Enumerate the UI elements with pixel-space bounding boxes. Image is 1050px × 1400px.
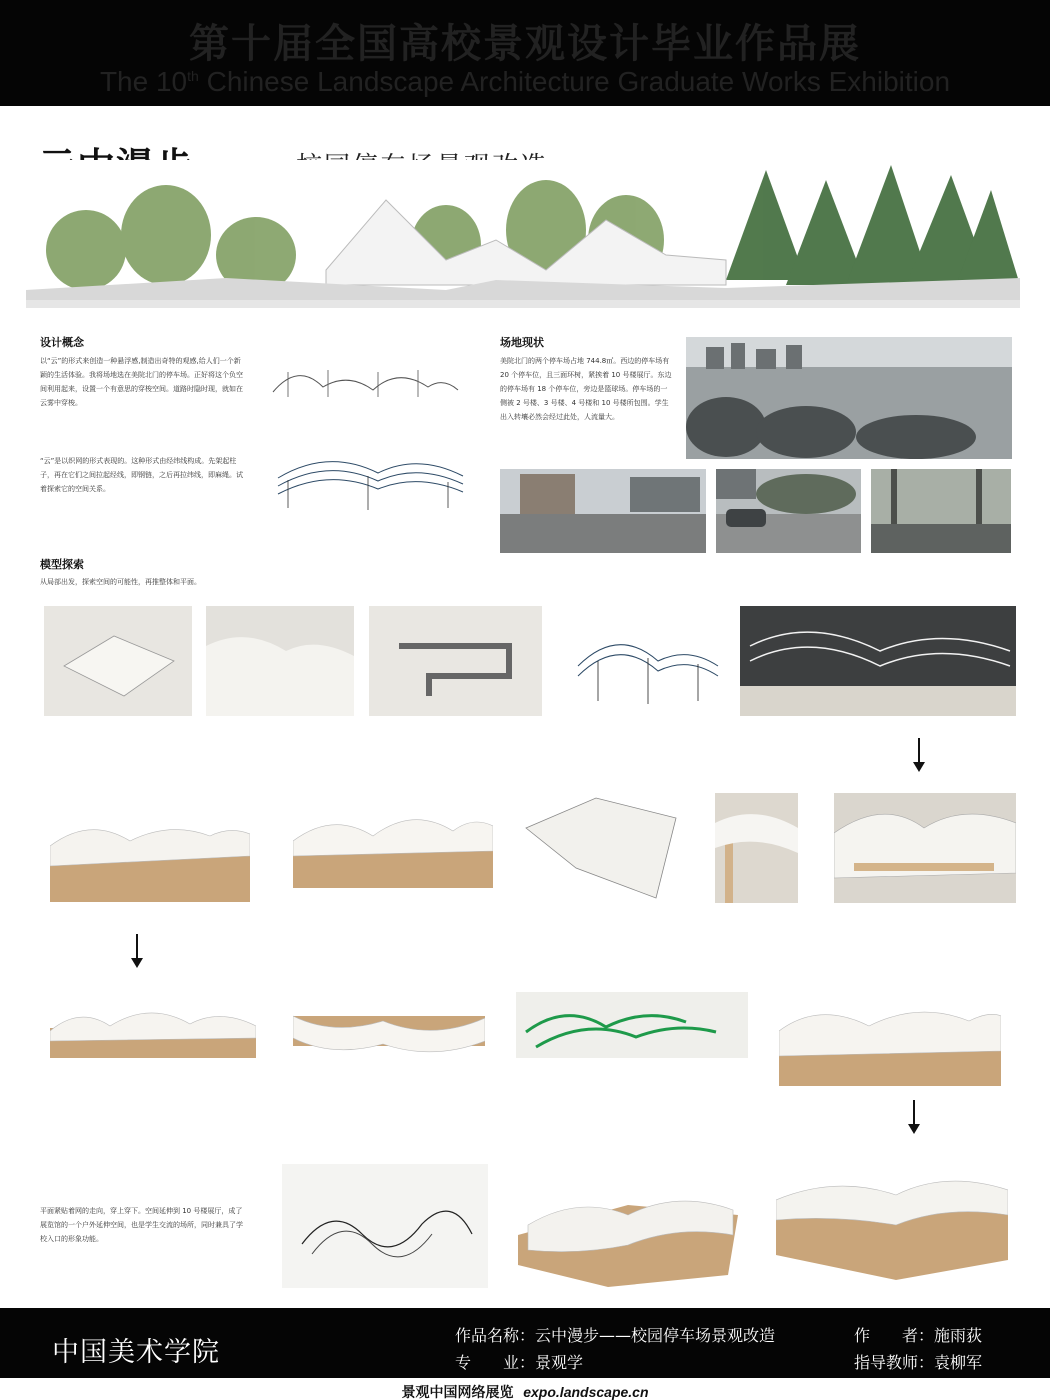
model-description: 从局部出发，探索空间的可能性，再推整体和平面。 — [40, 578, 201, 586]
title-en-part1: The 10 — [99, 66, 188, 97]
model-photo-10 — [834, 793, 1016, 903]
title-en-part2: Chinese Landscape Architecture Graduate Works Exhibition — [198, 66, 951, 97]
concept-paragraph-2: “云”是以织网的形式表现的。这种形式由经纬线构成。先架起柱子，再在它们之间拉起经线，即钢链，之后再拉纬线，即麻绳。试着探索它的空间关系。 — [40, 457, 243, 493]
site-photo-1 — [500, 469, 706, 553]
concept-sketch-1 — [268, 342, 463, 412]
work-name-row — [455, 1323, 775, 1346]
exhibition-title-cn: 第十届全国高校景观设计毕业作品展 — [189, 21, 861, 67]
advisor-label: 指导教师： — [854, 1353, 935, 1372]
arrow-down-icon — [912, 738, 926, 774]
advisor-row — [854, 1350, 982, 1373]
major-value: 景观学 — [535, 1353, 584, 1372]
exhibition-title-en — [0, 66, 1050, 98]
plan-sketch — [282, 1164, 488, 1288]
model-photo-8 — [516, 788, 688, 906]
model-photo-7 — [293, 796, 493, 888]
title-en-sup: th — [187, 68, 199, 84]
school-name: 中国美术学院 — [52, 1337, 220, 1368]
site-photo-2 — [716, 469, 861, 553]
site-photo-3 — [871, 469, 1011, 553]
major-row — [455, 1350, 583, 1373]
model-photo-1 — [44, 606, 192, 716]
arrow-down-icon — [130, 934, 144, 970]
model-sketch-4 — [558, 606, 724, 716]
source-label: 景观中国网络展览 — [401, 1385, 514, 1400]
model-sketch-13 — [516, 992, 748, 1058]
final-model-photo-2 — [776, 1160, 1008, 1280]
advisor-value: 袁柳军 — [934, 1353, 983, 1372]
model-photo-9 — [715, 793, 798, 903]
source-line — [0, 1382, 1050, 1400]
model-photo-6 — [50, 796, 250, 902]
site-description: 美院北门的两个停车场占地 744.8㎡。西边的停车场有 20 个停车位，且三面环树，紧挨着 10 号楼展厅。东边的停车场有 18 个停车位，旁边是篮球场。停车场的一侧被 2 号楼、3 号楼、4 号楼和 10 号楼所包围。学生出入转壤必然会经过此处，人流量大。 — [500, 357, 672, 421]
model-photo-3 — [369, 606, 542, 716]
author-value: 施雨荻 — [934, 1326, 983, 1345]
model-photo-5 — [740, 606, 1016, 716]
author-label: 作 者： — [854, 1326, 935, 1345]
source-url-link[interactable]: expo.landscape.cn — [523, 1384, 649, 1400]
concept-sketch-2 — [268, 438, 468, 516]
hero-panorama-image — [26, 160, 1020, 308]
model-heading: 模型探索 — [40, 558, 84, 571]
plan-note: 平面紧贴着网的走向，穿上穿下。空间延伸到 10 号楼展厅，成了展览馆的一个户外延伸空间，也是学生交流的场所，同时兼具了学校入口的形象功能。 — [40, 1207, 243, 1243]
model-photo-2 — [206, 606, 354, 716]
model-photo-14 — [779, 996, 1001, 1086]
site-aerial-photo — [686, 337, 1012, 459]
model-photo-12 — [293, 996, 485, 1062]
concept-heading: 设计概念 — [40, 336, 84, 349]
author-row — [854, 1323, 982, 1346]
site-heading: 场地现状 — [500, 336, 544, 349]
final-model-photo-1 — [518, 1165, 738, 1287]
major-label: 专 业： — [455, 1353, 536, 1372]
concept-paragraph-1: 以“云”的形式来创造一种悬浮感,制造出奇特的观感,给人们一个新颖的生活体验。我将场地选在美院北门的停车场。正好将这个负空间利用起来，设置一个有意思的穿梭空间。道路时隐时现，就如在云雾中穿梭。 — [40, 357, 243, 407]
model-photo-11 — [50, 996, 256, 1058]
arrow-down-icon — [907, 1100, 921, 1136]
work-name-value: 云中漫步——校园停车场景观改造 — [535, 1326, 776, 1345]
work-name-label: 作品名称： — [455, 1326, 536, 1345]
